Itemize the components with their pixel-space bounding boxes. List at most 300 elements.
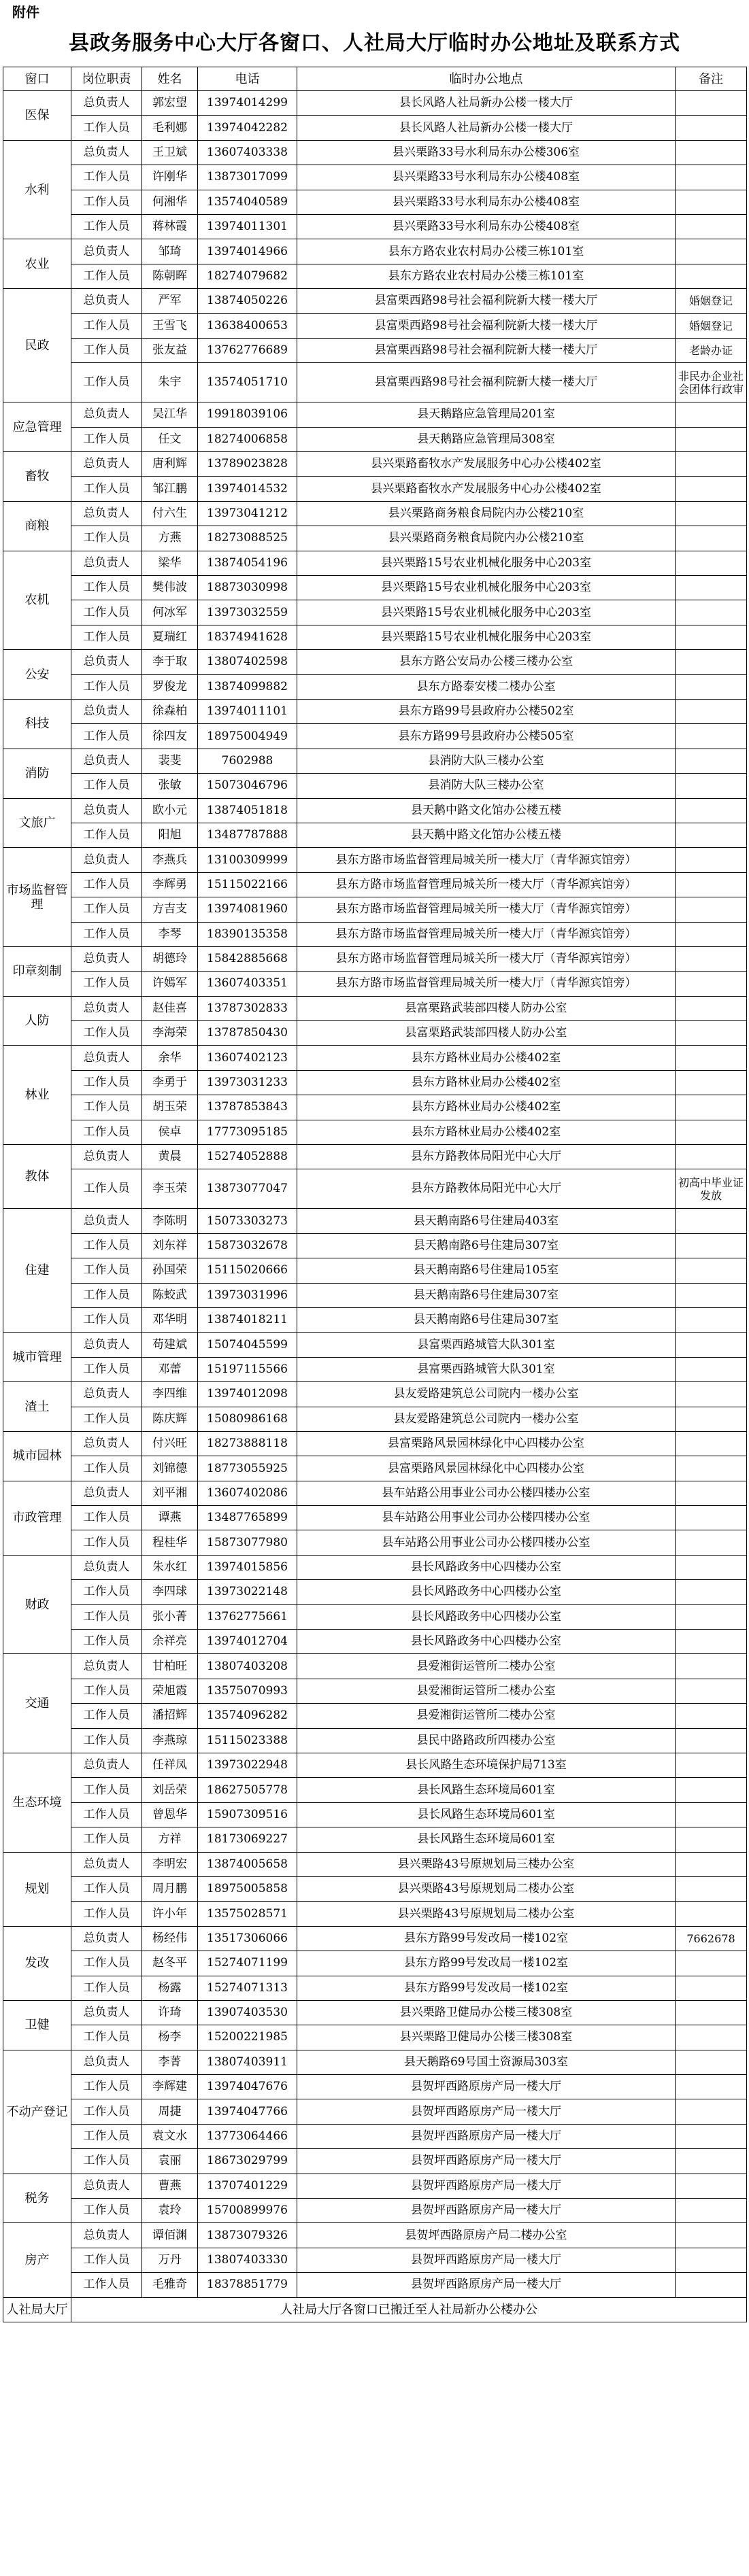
phone-cell: 18390135358 bbox=[198, 922, 297, 946]
name-cell: 赵冬平 bbox=[142, 1951, 198, 1976]
name-cell: 王雪飞 bbox=[142, 313, 198, 338]
note-cell bbox=[676, 1902, 747, 1926]
name-cell: 吴江华 bbox=[142, 402, 198, 427]
name-cell: 侯卓 bbox=[142, 1120, 198, 1144]
note-cell bbox=[676, 1456, 747, 1481]
role-cell: 工作人员 bbox=[71, 1456, 142, 1481]
role-cell: 工作人员 bbox=[71, 1728, 142, 1753]
table-row bbox=[3, 140, 747, 165]
office-cell: 县爱湘街运管所二楼办公室 bbox=[297, 1654, 676, 1679]
note-cell bbox=[676, 2099, 747, 2124]
role-cell: 工作人员 bbox=[71, 922, 142, 946]
name-cell: 王卫斌 bbox=[142, 140, 198, 165]
phone-cell: 18773055925 bbox=[198, 1456, 297, 1481]
role-cell: 工作人员 bbox=[71, 872, 142, 897]
role-cell: 总负责人 bbox=[71, 650, 142, 674]
note-cell bbox=[676, 1506, 747, 1530]
note-cell bbox=[676, 872, 747, 897]
name-cell: 荣旭霞 bbox=[142, 1679, 198, 1703]
phone-cell: 13487765899 bbox=[198, 1506, 297, 1530]
header-phone: 电话 bbox=[198, 67, 297, 91]
name-cell: 袁丽 bbox=[142, 2149, 198, 2174]
window-cell: 公安 bbox=[3, 650, 71, 700]
phone-cell: 13100309999 bbox=[198, 848, 297, 872]
footer-window: 人社局大厅 bbox=[3, 2297, 71, 2322]
window-cell: 发改 bbox=[3, 1926, 71, 2000]
name-cell: 刘平湘 bbox=[142, 1481, 198, 1505]
note-cell bbox=[676, 402, 747, 427]
name-cell: 袁文水 bbox=[142, 2124, 198, 2148]
table-row bbox=[3, 363, 747, 402]
window-cell: 林业 bbox=[3, 1046, 71, 1145]
note-cell bbox=[676, 116, 747, 140]
name-cell: 孙国荣 bbox=[142, 1258, 198, 1283]
table-row bbox=[3, 576, 747, 600]
table-row bbox=[3, 1630, 747, 1654]
role-cell: 工作人员 bbox=[71, 2273, 142, 2297]
role-cell: 工作人员 bbox=[71, 2025, 142, 2050]
phone-cell: 13874099882 bbox=[198, 674, 297, 699]
table-row bbox=[3, 1209, 747, 1233]
window-cell: 农机 bbox=[3, 551, 71, 650]
note-cell bbox=[676, 1852, 747, 1876]
role-cell: 总负责人 bbox=[71, 551, 142, 575]
table-row bbox=[3, 1753, 747, 1778]
phone-cell: 18274079682 bbox=[198, 264, 297, 288]
office-cell: 县消防大队三楼办公室 bbox=[297, 774, 676, 798]
office-cell: 县兴栗路15号农业机械化服务中心203室 bbox=[297, 551, 676, 575]
note-cell bbox=[676, 1233, 747, 1258]
note-cell bbox=[676, 477, 747, 501]
role-cell: 总负责人 bbox=[71, 1382, 142, 1407]
name-cell: 许刚华 bbox=[142, 165, 198, 190]
role-cell: 工作人员 bbox=[71, 1530, 142, 1555]
phone-cell: 13974012704 bbox=[198, 1630, 297, 1654]
role-cell: 总负责人 bbox=[71, 1333, 142, 1357]
name-cell: 余华 bbox=[142, 1046, 198, 1070]
phone-cell: 13974047766 bbox=[198, 2099, 297, 2124]
office-cell: 县富栗西路城管大队301室 bbox=[297, 1333, 676, 1357]
role-cell: 总负责人 bbox=[71, 140, 142, 165]
office-cell: 县富栗西路98号社会福利院新大楼一楼大厅 bbox=[297, 363, 676, 402]
office-cell: 县长风路人社局新办公楼一楼大厅 bbox=[297, 116, 676, 140]
phone-cell: 13874051818 bbox=[198, 798, 297, 823]
note-cell bbox=[676, 1753, 747, 1778]
note-cell bbox=[676, 650, 747, 674]
role-cell: 工作人员 bbox=[71, 1233, 142, 1258]
note-cell bbox=[676, 1604, 747, 1629]
role-cell: 总负责人 bbox=[71, 402, 142, 427]
table-row bbox=[3, 1382, 747, 1407]
note-cell: 非民办企业社会团体行政审 bbox=[676, 363, 747, 402]
window-cell: 交通 bbox=[3, 1654, 71, 1753]
table-row bbox=[3, 2273, 747, 2297]
note-cell bbox=[676, 1976, 747, 2000]
note-cell bbox=[676, 1258, 747, 1283]
window-cell: 水利 bbox=[3, 140, 71, 239]
table-row bbox=[3, 1120, 747, 1144]
note-cell bbox=[676, 2025, 747, 2050]
phone-cell: 15200221985 bbox=[198, 2025, 297, 2050]
name-cell: 夏瑞红 bbox=[142, 625, 198, 649]
phone-cell: 13574051710 bbox=[198, 363, 297, 402]
table-row bbox=[3, 1333, 747, 1357]
role-cell: 工作人员 bbox=[71, 116, 142, 140]
office-cell: 县车站路公用事业公司办公楼四楼办公室 bbox=[297, 1506, 676, 1530]
name-cell: 毛雅奇 bbox=[142, 2273, 198, 2297]
phone-cell: 15073303273 bbox=[198, 1209, 297, 1233]
phone-cell: 17773095185 bbox=[198, 1120, 297, 1144]
role-cell: 工作人员 bbox=[71, 363, 142, 402]
phone-cell: 13974015856 bbox=[198, 1555, 297, 1579]
window-cell: 民政 bbox=[3, 289, 71, 402]
table-body bbox=[3, 91, 747, 2298]
role-cell: 工作人员 bbox=[71, 1070, 142, 1095]
table-row bbox=[3, 1506, 747, 1530]
note-cell bbox=[676, 1357, 747, 1381]
name-cell: 李玉荣 bbox=[142, 1169, 198, 1209]
table-row bbox=[3, 600, 747, 625]
name-cell: 徐四友 bbox=[142, 724, 198, 749]
name-cell: 李琴 bbox=[142, 922, 198, 946]
name-cell: 曾恩华 bbox=[142, 1802, 198, 1827]
table-row bbox=[3, 1070, 747, 1095]
office-cell: 县贺坪西路原房产局一楼大厅 bbox=[297, 2174, 676, 2198]
role-cell: 总负责人 bbox=[71, 239, 142, 264]
phone-cell: 13973022148 bbox=[198, 1580, 297, 1604]
phone-cell: 13807403330 bbox=[198, 2248, 297, 2272]
window-cell: 城市管理 bbox=[3, 1333, 71, 1382]
name-cell: 李辉建 bbox=[142, 2075, 198, 2099]
note-cell bbox=[676, 1021, 747, 1046]
office-cell: 县东方路农业农村局办公楼三栋101室 bbox=[297, 264, 676, 288]
table-row bbox=[3, 427, 747, 451]
note-cell bbox=[676, 1778, 747, 1802]
note-cell bbox=[676, 2248, 747, 2272]
office-cell: 县天鹅南路6号住建局403室 bbox=[297, 1209, 676, 1233]
name-cell: 蒋林霞 bbox=[142, 214, 198, 239]
role-cell: 总负责人 bbox=[71, 1654, 142, 1679]
note-cell bbox=[676, 2199, 747, 2223]
phone-cell: 13807403208 bbox=[198, 1654, 297, 1679]
office-cell: 县东方路市场监督管理局城关所一楼大厅（青华源宾馆旁） bbox=[297, 897, 676, 922]
name-cell: 黄晨 bbox=[142, 1145, 198, 1169]
note-cell bbox=[676, 1704, 747, 1728]
note-cell bbox=[676, 452, 747, 477]
table-row bbox=[3, 1095, 747, 1120]
office-cell: 县富栗路风景园林绿化中心四楼办公室 bbox=[297, 1431, 676, 1456]
office-cell: 县长风路人社局新办公楼一楼大厅 bbox=[297, 91, 676, 116]
table-row bbox=[3, 501, 747, 526]
name-cell: 樊伟波 bbox=[142, 576, 198, 600]
table-row bbox=[3, 724, 747, 749]
window-cell: 人防 bbox=[3, 996, 71, 1046]
name-cell: 潘招辉 bbox=[142, 1704, 198, 1728]
note-cell: 初高中毕业证发放 bbox=[676, 1169, 747, 1209]
table-row bbox=[3, 2050, 747, 2074]
office-cell: 县贺坪西路原房产局一楼大厅 bbox=[297, 2149, 676, 2174]
phone-cell: 13873079326 bbox=[198, 2223, 297, 2248]
office-cell: 县贺坪西路原房产局一楼大厅 bbox=[297, 2075, 676, 2099]
window-cell: 教体 bbox=[3, 1145, 71, 1209]
name-cell: 周捷 bbox=[142, 2099, 198, 2124]
table-row bbox=[3, 996, 747, 1020]
phone-cell: 13638400653 bbox=[198, 313, 297, 338]
table-row bbox=[3, 1976, 747, 2000]
attachment-label: 附件 bbox=[12, 4, 39, 20]
phone-cell: 13974011301 bbox=[198, 214, 297, 239]
phone-cell: 18273088525 bbox=[198, 526, 297, 551]
name-cell: 方吉支 bbox=[142, 897, 198, 922]
role-cell: 工作人员 bbox=[71, 338, 142, 362]
note-cell bbox=[676, 1333, 747, 1357]
note-cell bbox=[676, 1827, 747, 1852]
name-cell: 胡玉荣 bbox=[142, 1095, 198, 1120]
note-cell bbox=[676, 1407, 747, 1431]
office-cell: 县富栗路风景园林绿化中心四楼办公室 bbox=[297, 1456, 676, 1481]
name-cell: 任文 bbox=[142, 427, 198, 451]
name-cell: 周月鹏 bbox=[142, 1876, 198, 1901]
phone-cell: 7602988 bbox=[198, 749, 297, 773]
table-row bbox=[3, 1555, 747, 1579]
office-cell: 县天鹅路应急管理局308室 bbox=[297, 427, 676, 451]
office-cell: 县长风路生态环境局601室 bbox=[297, 1827, 676, 1852]
note-cell bbox=[676, 1431, 747, 1456]
window-cell: 不动产登记 bbox=[3, 2050, 71, 2174]
name-cell: 李四维 bbox=[142, 1382, 198, 1407]
role-cell: 总负责人 bbox=[71, 1481, 142, 1505]
name-cell: 邓蕾 bbox=[142, 1357, 198, 1381]
window-cell: 消防 bbox=[3, 749, 71, 798]
phone-cell: 18273888118 bbox=[198, 1431, 297, 1456]
name-cell: 张友益 bbox=[142, 338, 198, 362]
window-cell: 税务 bbox=[3, 2174, 71, 2223]
name-cell: 郭宏望 bbox=[142, 91, 198, 116]
table-row bbox=[3, 239, 747, 264]
phone-cell: 13974011101 bbox=[198, 699, 297, 723]
contact-table bbox=[3, 67, 747, 2322]
window-cell: 卫健 bbox=[3, 2000, 71, 2050]
name-cell: 李明宏 bbox=[142, 1852, 198, 1876]
phone-cell: 13762776689 bbox=[198, 338, 297, 362]
phone-cell: 13973022948 bbox=[198, 1753, 297, 1778]
note-cell bbox=[676, 1555, 747, 1579]
window-cell: 市政管理 bbox=[3, 1481, 71, 1555]
office-cell: 县车站路公用事业公司办公楼四楼办公室 bbox=[297, 1530, 676, 1555]
note-cell bbox=[676, 1046, 747, 1070]
note-cell: 7662678 bbox=[676, 1926, 747, 1951]
role-cell: 工作人员 bbox=[71, 774, 142, 798]
office-cell: 县兴栗路15号农业机械化服务中心203室 bbox=[297, 600, 676, 625]
window-cell: 市场监督管理 bbox=[3, 848, 71, 947]
phone-cell: 13607403351 bbox=[198, 972, 297, 996]
phone-cell: 15274071313 bbox=[198, 1976, 297, 2000]
office-cell: 县长风路生态环境保护局713室 bbox=[297, 1753, 676, 1778]
table-row bbox=[3, 190, 747, 214]
role-cell: 工作人员 bbox=[71, 1802, 142, 1827]
note-cell bbox=[676, 1530, 747, 1555]
note-cell bbox=[676, 239, 747, 264]
footer-row bbox=[3, 2297, 747, 2322]
office-cell: 县友爱路建筑总公司院内一楼办公室 bbox=[297, 1382, 676, 1407]
note-cell bbox=[676, 1802, 747, 1827]
phone-cell: 13787302833 bbox=[198, 996, 297, 1020]
office-cell: 县兴栗路商务粮食局院内办公楼210室 bbox=[297, 501, 676, 526]
table-row bbox=[3, 2099, 747, 2124]
phone-cell: 13575070993 bbox=[198, 1679, 297, 1703]
role-cell: 工作人员 bbox=[71, 625, 142, 649]
name-cell: 刘岳荣 bbox=[142, 1778, 198, 1802]
phone-cell: 15907309516 bbox=[198, 1802, 297, 1827]
table-row bbox=[3, 1431, 747, 1456]
office-cell: 县天鹅南路6号住建局307室 bbox=[297, 1283, 676, 1307]
office-cell: 县富栗西路98号社会福利院新大楼一楼大厅 bbox=[297, 313, 676, 338]
name-cell: 刘锦德 bbox=[142, 1456, 198, 1481]
office-cell: 县东方路林业局办公楼402室 bbox=[297, 1070, 676, 1095]
office-cell: 县贺坪西路原房产局一楼大厅 bbox=[297, 2099, 676, 2124]
name-cell: 许嫣军 bbox=[142, 972, 198, 996]
role-cell: 总负责人 bbox=[71, 452, 142, 477]
table-row bbox=[3, 1357, 747, 1381]
office-cell: 县天鹅南路6号住建局105室 bbox=[297, 1258, 676, 1283]
phone-cell: 18378851779 bbox=[198, 2273, 297, 2297]
table-row bbox=[3, 1852, 747, 1876]
note-cell bbox=[676, 674, 747, 699]
phone-cell: 15073046796 bbox=[198, 774, 297, 798]
table-row bbox=[3, 650, 747, 674]
phone-cell: 13974081960 bbox=[198, 897, 297, 922]
phone-cell: 18975005858 bbox=[198, 1876, 297, 1901]
office-cell: 县东方路市场监督管理局城关所一楼大厅（青华源宾馆旁） bbox=[297, 972, 676, 996]
role-cell: 工作人员 bbox=[71, 214, 142, 239]
note-cell bbox=[676, 2223, 747, 2248]
role-cell: 总负责人 bbox=[71, 1209, 142, 1233]
phone-cell: 13707401229 bbox=[198, 2174, 297, 2198]
office-cell: 县富栗西路城管大队301室 bbox=[297, 1357, 676, 1381]
phone-cell: 18673029799 bbox=[198, 2149, 297, 2174]
note-cell bbox=[676, 972, 747, 996]
phone-cell: 15115022166 bbox=[198, 872, 297, 897]
office-cell: 县东方路市场监督管理局城关所一楼大厅（青华源宾馆旁） bbox=[297, 946, 676, 971]
phone-cell: 15274071199 bbox=[198, 1951, 297, 1976]
office-cell: 县富栗路武装部四楼人防办公室 bbox=[297, 996, 676, 1020]
table-row bbox=[3, 116, 747, 140]
name-cell: 李海荣 bbox=[142, 1021, 198, 1046]
role-cell: 工作人员 bbox=[71, 576, 142, 600]
table-header-row bbox=[3, 67, 747, 91]
role-cell: 工作人员 bbox=[71, 1976, 142, 2000]
note-cell bbox=[676, 2273, 747, 2297]
phone-cell: 15873077980 bbox=[198, 1530, 297, 1555]
table-row bbox=[3, 452, 747, 477]
phone-cell: 13974014966 bbox=[198, 239, 297, 264]
name-cell: 胡德玲 bbox=[142, 946, 198, 971]
office-cell: 县东方路市场监督管理局城关所一楼大厅（青华源宾馆旁） bbox=[297, 848, 676, 872]
note-cell bbox=[676, 1654, 747, 1679]
phone-cell: 13574096282 bbox=[198, 1704, 297, 1728]
role-cell: 工作人员 bbox=[71, 600, 142, 625]
table-row bbox=[3, 1704, 747, 1728]
office-cell: 县兴栗路33号水利局东办公楼306室 bbox=[297, 140, 676, 165]
phone-cell: 18975004949 bbox=[198, 724, 297, 749]
role-cell: 总负责人 bbox=[71, 91, 142, 116]
role-cell: 总负责人 bbox=[71, 848, 142, 872]
office-cell: 县长风路政务中心四楼办公室 bbox=[297, 1604, 676, 1629]
window-cell: 畜牧 bbox=[3, 452, 71, 502]
table-row bbox=[3, 1046, 747, 1070]
note-cell bbox=[676, 625, 747, 649]
name-cell: 杨露 bbox=[142, 1976, 198, 2000]
role-cell: 总负责人 bbox=[71, 1431, 142, 1456]
name-cell: 杨经伟 bbox=[142, 1926, 198, 1951]
office-cell: 县天鹅中路文化馆办公楼五楼 bbox=[297, 823, 676, 847]
name-cell: 邓华明 bbox=[142, 1307, 198, 1332]
note-cell bbox=[676, 699, 747, 723]
note-cell bbox=[676, 1283, 747, 1307]
note-cell bbox=[676, 91, 747, 116]
office-cell: 县东方路林业局办公楼402室 bbox=[297, 1120, 676, 1144]
table-row bbox=[3, 749, 747, 773]
role-cell: 工作人员 bbox=[71, 477, 142, 501]
name-cell: 朱水红 bbox=[142, 1555, 198, 1579]
note-cell bbox=[676, 427, 747, 451]
role-cell: 工作人员 bbox=[71, 1902, 142, 1926]
note-cell bbox=[676, 823, 747, 847]
role-cell: 工作人员 bbox=[71, 1876, 142, 1901]
office-cell: 县消防大队三楼办公室 bbox=[297, 749, 676, 773]
name-cell: 付六生 bbox=[142, 501, 198, 526]
table-row bbox=[3, 2025, 747, 2050]
header-office: 临时办公地点 bbox=[297, 67, 676, 91]
table-row bbox=[3, 1145, 747, 1169]
table-row bbox=[3, 823, 747, 847]
phone-cell: 13787850430 bbox=[198, 1021, 297, 1046]
role-cell: 总负责人 bbox=[71, 946, 142, 971]
note-cell bbox=[676, 165, 747, 190]
footer-text: 人社局大厅各窗口已搬迁至人社局新办公楼办公 bbox=[71, 2297, 747, 2322]
role-cell: 工作人员 bbox=[71, 1580, 142, 1604]
phone-cell: 13973032559 bbox=[198, 600, 297, 625]
table-row bbox=[3, 699, 747, 723]
office-cell: 县天鹅南路6号住建局307室 bbox=[297, 1307, 676, 1332]
table-row bbox=[3, 165, 747, 190]
office-cell: 县兴栗路43号原规划局二楼办公室 bbox=[297, 1876, 676, 1901]
name-cell: 李勇于 bbox=[142, 1070, 198, 1095]
note-cell: 婚姻登记 bbox=[676, 313, 747, 338]
table-row bbox=[3, 2223, 747, 2248]
phone-cell: 13575028571 bbox=[198, 1902, 297, 1926]
name-cell: 李菁 bbox=[142, 2050, 198, 2074]
phone-cell: 15873032678 bbox=[198, 1233, 297, 1258]
phone-cell: 13907403530 bbox=[198, 2000, 297, 2025]
office-cell: 县兴栗路43号原规划局二楼办公室 bbox=[297, 1902, 676, 1926]
note-cell bbox=[676, 2149, 747, 2174]
role-cell: 总负责人 bbox=[71, 1753, 142, 1778]
table-row bbox=[3, 264, 747, 288]
phone-cell: 13873077047 bbox=[198, 1169, 297, 1209]
office-cell: 县兴栗路畜牧水产发展服务中心办公楼402室 bbox=[297, 477, 676, 501]
name-cell: 毛利娜 bbox=[142, 116, 198, 140]
name-cell: 李四球 bbox=[142, 1580, 198, 1604]
office-cell: 县富栗西路98号社会福利院新大楼一楼大厅 bbox=[297, 338, 676, 362]
note-cell bbox=[676, 1120, 747, 1144]
office-cell: 县兴栗路33号水利局东办公楼408室 bbox=[297, 190, 676, 214]
table-row bbox=[3, 91, 747, 116]
table-row bbox=[3, 2124, 747, 2148]
name-cell: 赵佳喜 bbox=[142, 996, 198, 1020]
window-cell: 农业 bbox=[3, 239, 71, 289]
name-cell: 陈朝晖 bbox=[142, 264, 198, 288]
